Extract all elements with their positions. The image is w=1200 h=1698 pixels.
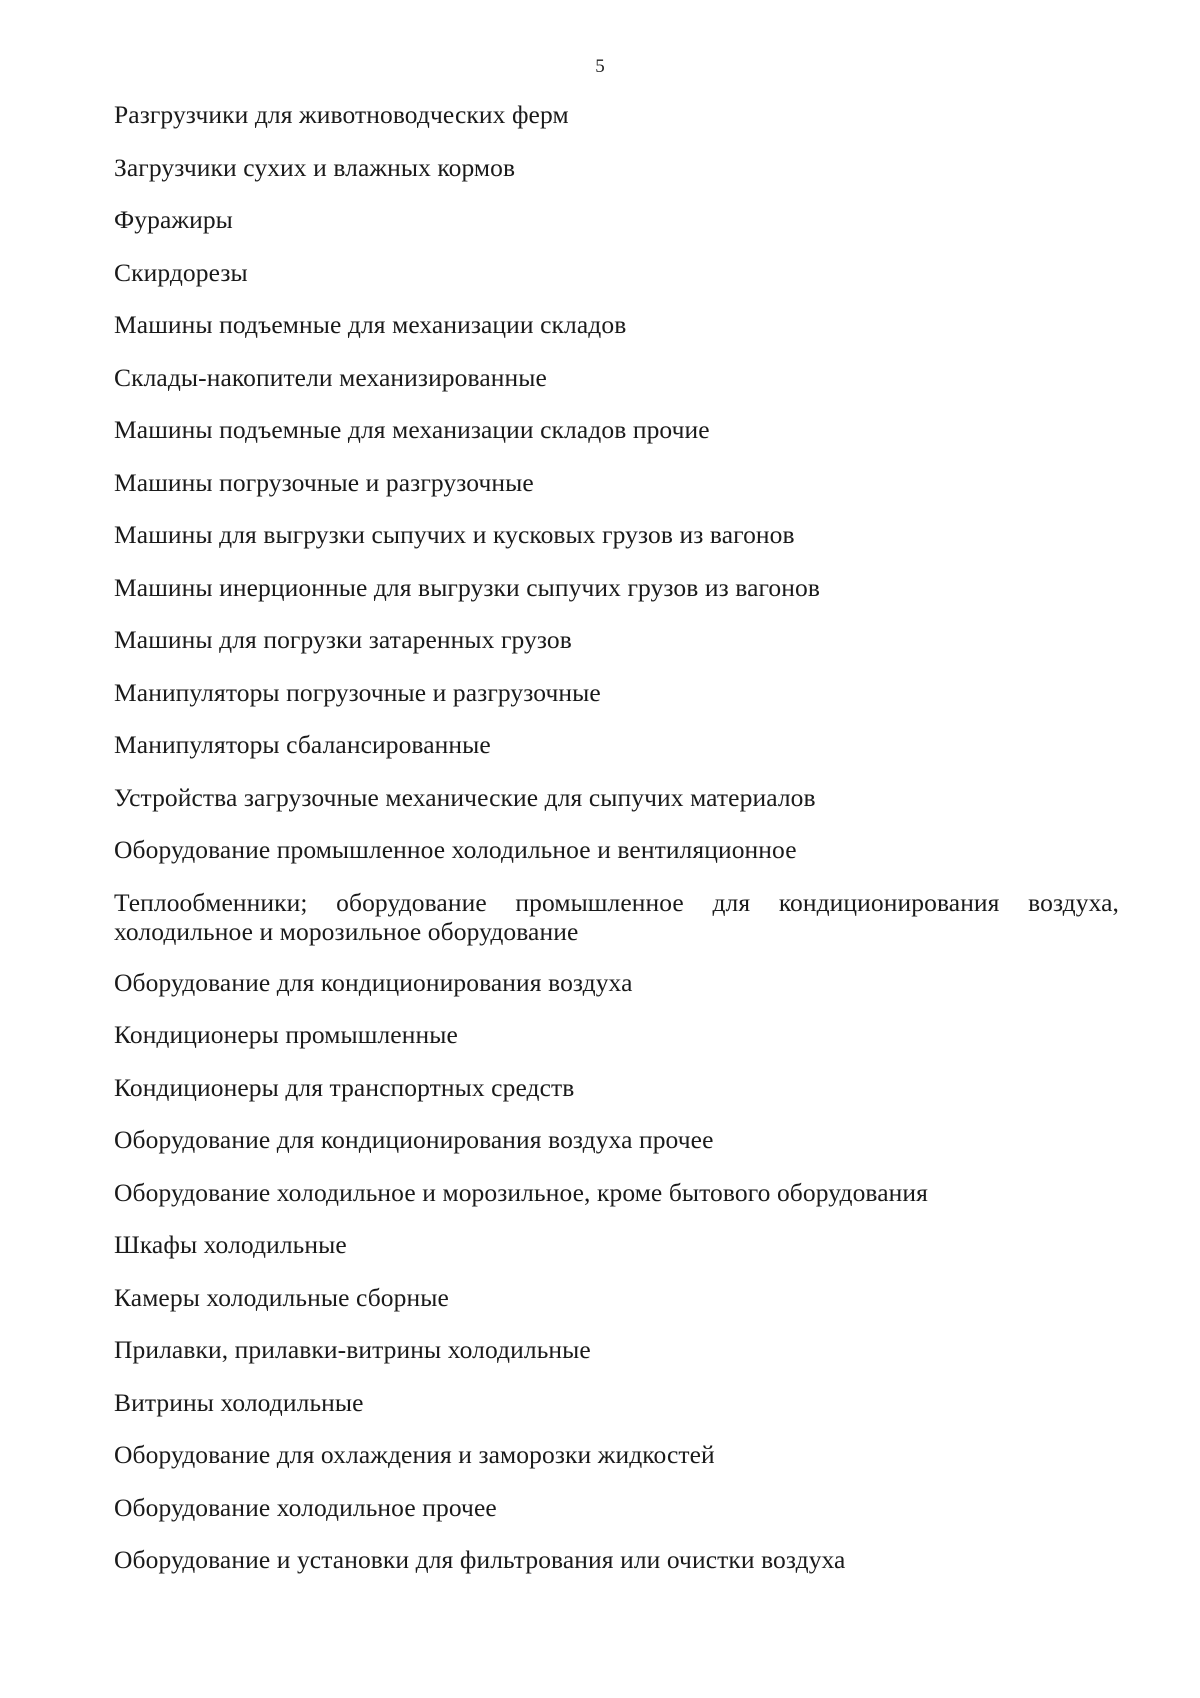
list-item: Оборудование для кондиционирования воздуха прочее <box>114 1125 714 1154</box>
list-item: Кондиционеры для транспортных средств <box>114 1072 575 1102</box>
list-item: Оборудование холодильное прочее <box>114 1492 497 1522</box>
list-item: Машины подъемные для механизации складов прочие <box>114 415 710 444</box>
list-item: Кондиционеры промышленные <box>114 1020 458 1049</box>
list-item: Скирдорезы <box>114 257 248 287</box>
list-item: Фуражиры <box>114 205 233 234</box>
list-item: Устройства загрузочные механические для сыпучих материалов <box>114 782 816 812</box>
list-item: Машины погрузочные и разгрузочные <box>114 467 534 497</box>
list-item: Машины подъемные для механизации складов <box>114 310 627 339</box>
equipment-list <box>114 100 1124 1598</box>
list-item: Оборудование для кондиционирования воздуха <box>114 967 633 997</box>
list-item: Теплообменники; оборудование промышленное для кондиционирования воздуха, холодильное и морозильное оборудование <box>114 887 1119 946</box>
list-item: Манипуляторы погрузочные и разгрузочные <box>114 677 601 707</box>
list-item: Склады-накопители механизированные <box>114 362 547 392</box>
list-item: Манипуляторы сбалансированные <box>114 730 491 759</box>
list-item: Машины для погрузки затаренных грузов <box>114 625 572 654</box>
list-item: Шкафы холодильные <box>114 1230 347 1259</box>
list-item: Разгрузчики для животноводческих ферм <box>114 100 569 129</box>
list-item: Машины инерционные для выгрузки сыпучих грузов из вагонов <box>114 572 821 602</box>
list-item: Камеры холодильные сборные <box>114 1282 449 1312</box>
list-item: Оборудование для охлаждения и заморозки жидкостей <box>114 1440 715 1469</box>
list-item: Витрины холодильные <box>114 1387 364 1417</box>
list-item: Машины для выгрузки сыпучих и кусковых грузов из вагонов <box>114 520 795 549</box>
list-item: Оборудование и установки для фильтрования или очистки воздуха <box>114 1545 846 1574</box>
list-item: Загрузчики сухих и влажных кормов <box>114 152 516 182</box>
list-item: Прилавки, прилавки-витрины холодильные <box>114 1335 591 1364</box>
page-number: 5 <box>595 56 605 77</box>
list-item: Оборудование промышленное холодильное и вентиляционное <box>114 835 797 864</box>
list-item: Оборудование холодильное и морозильное, кроме бытового оборудования <box>114 1177 928 1207</box>
